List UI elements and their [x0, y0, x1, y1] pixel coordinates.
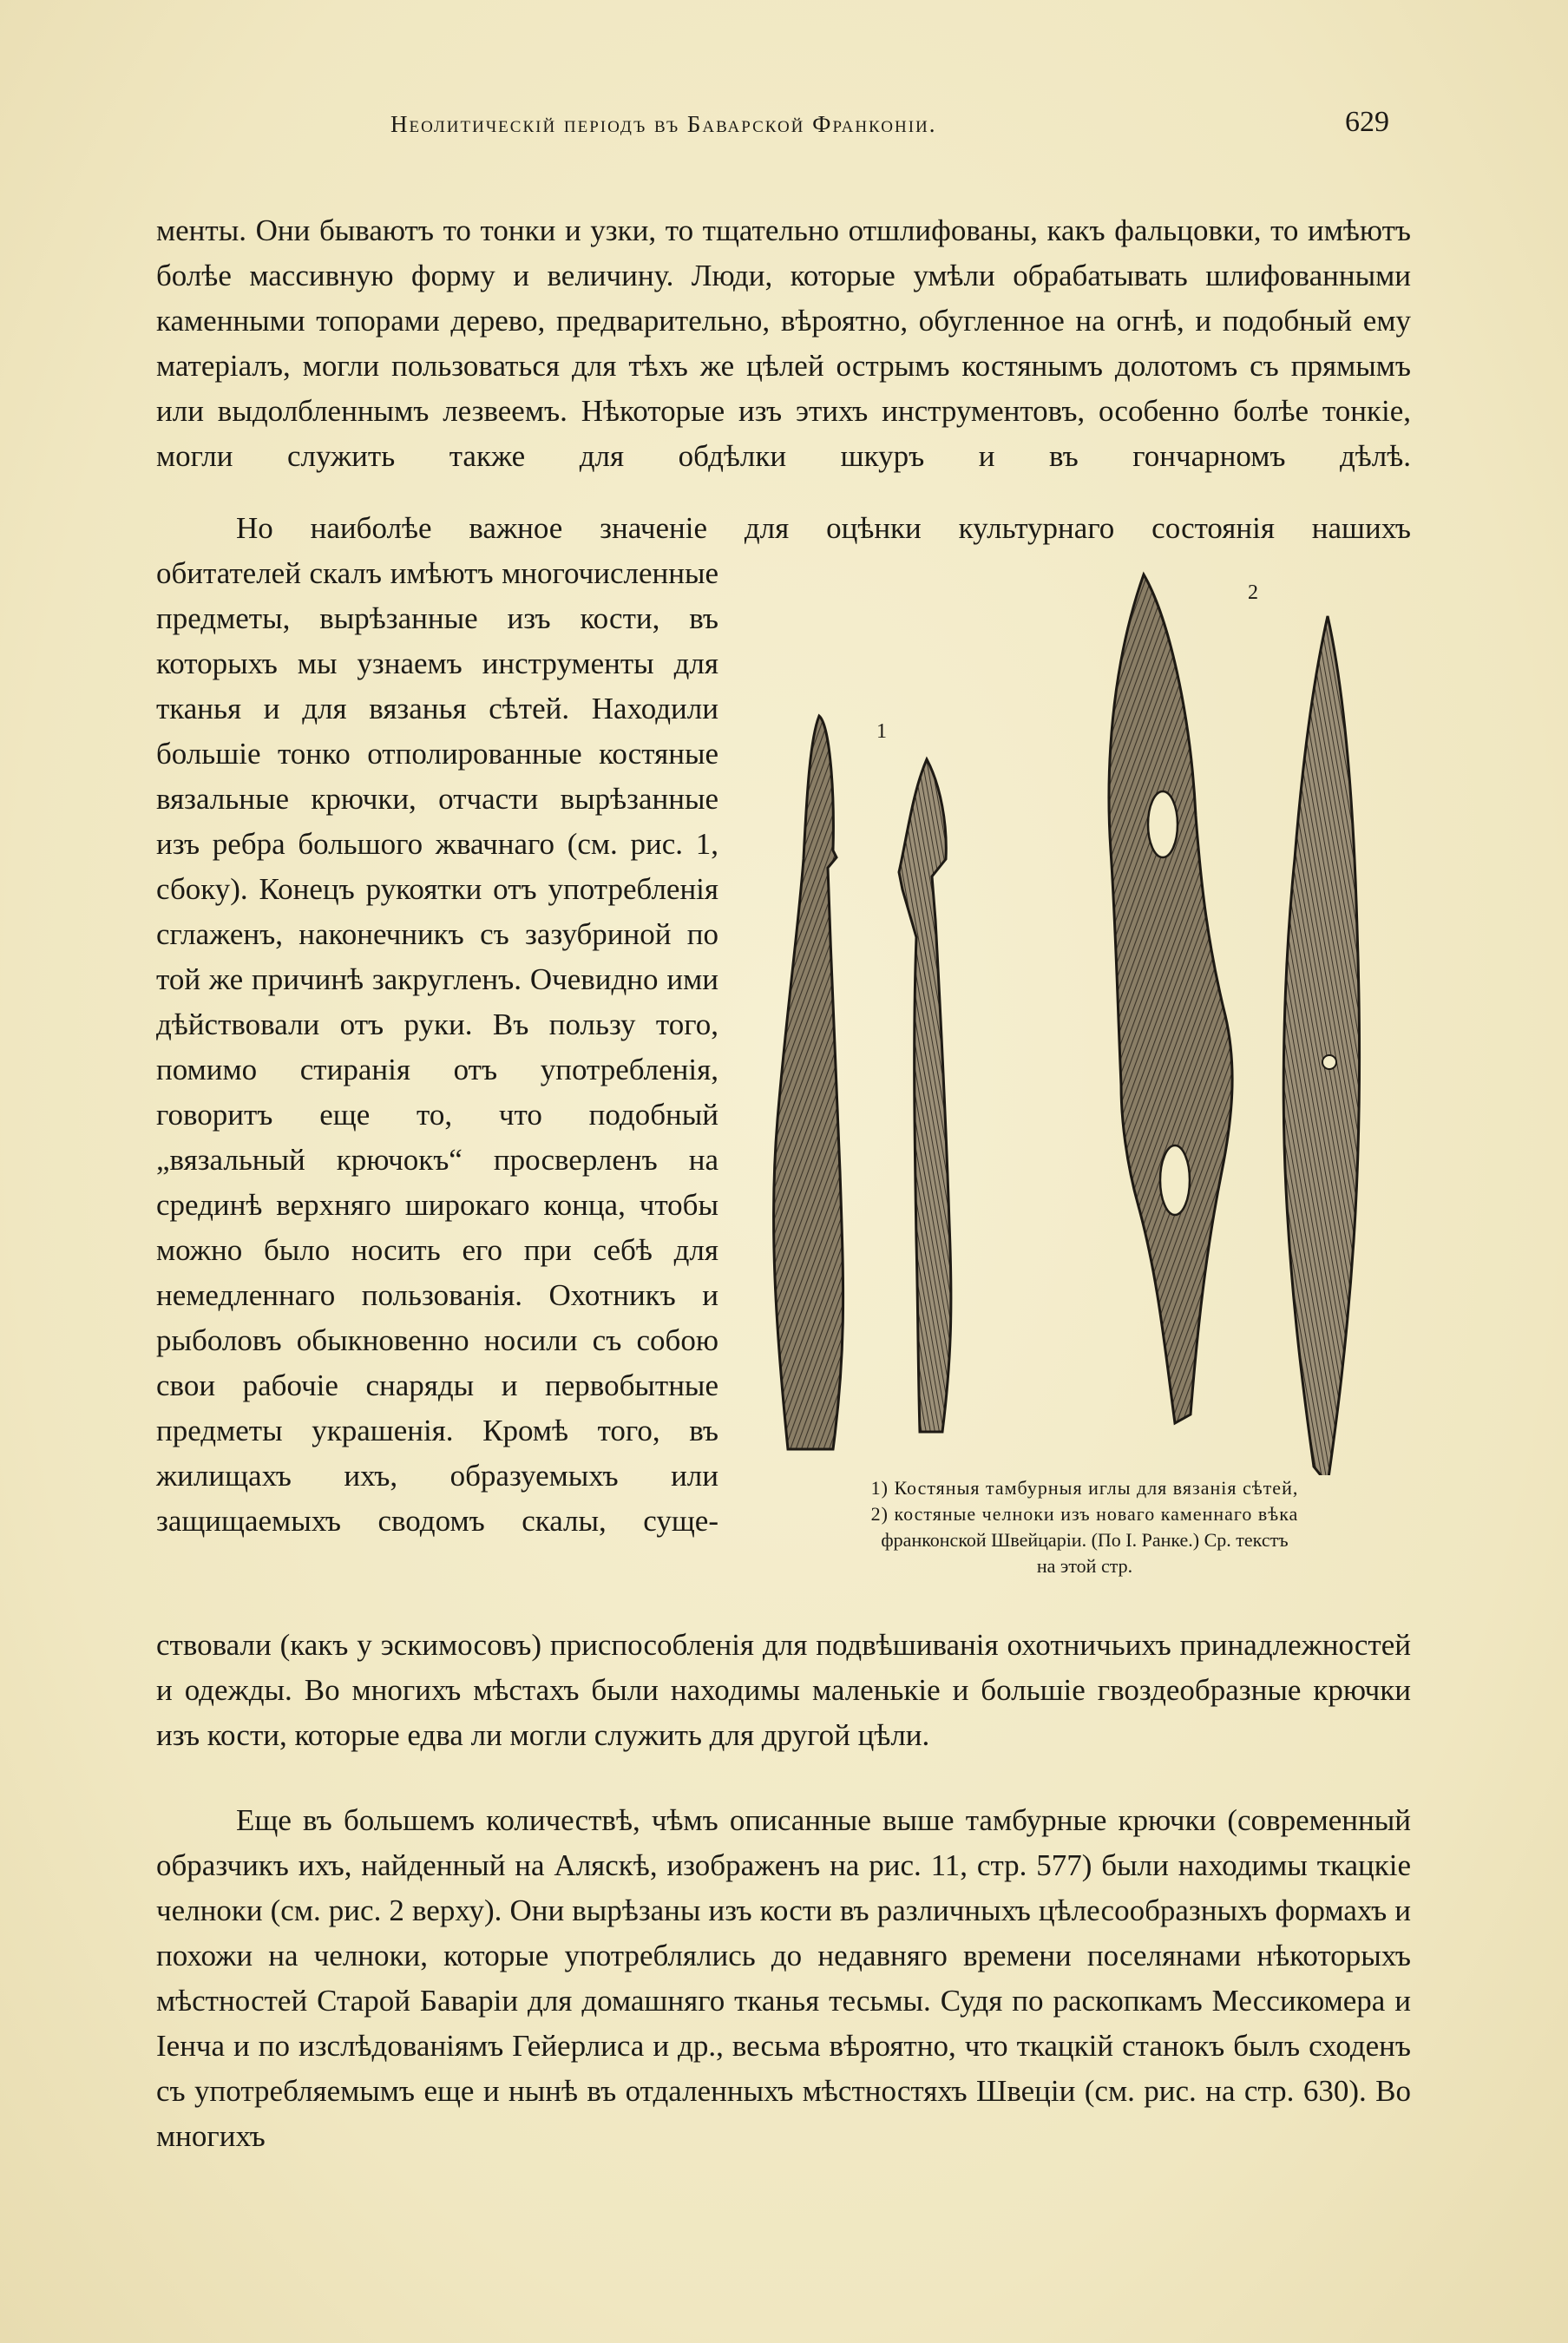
caption-line-3: франконской Швейцаріи. (По І. Ранке.) Ср. текстъ: [881, 1529, 1289, 1551]
caption-line-1: 1) Костяныя тамбурныя иглы для вязанія сѣтей,: [870, 1477, 1299, 1499]
running-head: Неолитическій періодъ въ Баварской Франконіи.: [390, 111, 937, 137]
paragraph-2-left-column: обитателей скалъ имѣютъ многочисленные предметы, вырѣзанные изъ кости, въ которыхъ мы узнаемъ инструменты для тканья и для вязанья сѣтей. Находили большіе тонко отполированные костяные вязальные крючки, отчасти вырѣзанные изъ ребра большого жвачнаго (см. рис. 1, сбоку). Конецъ рукоятки отъ употребленія сглаженъ, наконечникъ съ зазубриной по той же причинѣ закругленъ. Очевидно ими дѣйствовали отъ руки. Въ пользу того, помимо стиранія отъ употребленія, говоритъ еще то, что подобный „вязальный крючокъ“ просверленъ на срединѣ верхняго широкаго конца, чтобы можно было носить его при себѣ для немедленнаго пользованія. Охотникъ и рыболовъ обыкновенно носили съ собою свои рабочіе снаряды и первобытные предметы украшенія. Кромѣ того, въ жилищахъ ихъ, образуемыхъ или защищаемыхъ сводомъ скалы, суще-: [156, 556, 718, 1538]
figure-label-1: 1: [876, 720, 887, 743]
netting-needle-hooked: [899, 759, 951, 1432]
paragraph-2-first-line: Но наиболѣе важное значеніе для оцѣнки культурнаго состоянія нашихъ: [236, 511, 1411, 545]
paragraph-1: менты. Они бываютъ то тонки и узки, то тщательно отшлифованы, какъ фальцовки, то имѣютъ болѣе массивную форму и величину. Люди, которые умѣли обрабатывать шлифованными каменными топорами дерево, предварительно, вѣроятно, обугленное на огнѣ, и подобный ему матеріалъ, могли пользоваться для тѣхъ же цѣлей острымъ костянымъ долотомъ съ прямымъ или выдолбленнымъ лезвеемъ. Нѣкоторые изъ этихъ инструментовъ, особенно болѣе тонкіе, могли служить также для обдѣлки шкуръ и въ гончарномъ дѣлѣ.: [156, 213, 1411, 473]
figure-label-2: 2: [1248, 581, 1258, 604]
bone-tools-figure: [746, 564, 1423, 1475]
netting-needle-left: [774, 716, 843, 1449]
caption-line-4: на этой стр.: [1036, 1555, 1133, 1577]
bone-tools-illustration: [746, 564, 1423, 1475]
page-number: 629: [1345, 106, 1389, 138]
paragraph-2-tail: ствовали (какъ у эскимосовъ) приспособленія для подвѣшиванія охотничьихъ принадлежностей и одежды. Во многихъ мѣстахъ были находимы маленькіе и большіе гвоздеобразные крючки изъ кости, которые едва ли могли служить для другой цѣли.: [156, 1628, 1411, 1752]
shuttle-hole-small: [1322, 1055, 1336, 1069]
weaving-shuttle-large: [1109, 574, 1232, 1423]
weaving-shuttle-slender: [1283, 616, 1359, 1475]
shuttle-hole-lower: [1160, 1145, 1190, 1215]
caption-line-2: 2) костяные челноки изъ новаго каменнаго вѣка: [870, 1503, 1299, 1525]
paragraph-3: Еще въ большемъ количествѣ, чѣмъ описанные выше тамбурные крючки (современный образчикъ ихъ, найденный на Аляскѣ, изображенъ на рис. 11, стр. 577) были находимы ткацкіе челноки (см. рис. 2 верху). Они вырѣзаны изъ кости въ различныхъ цѣлесообразныхъ формахъ и похожи на челноки, которые употреблялись до недавняго времени поселянами нѣкоторыхъ мѣстностей Старой Баваріи для домашняго тканья тесьмы. Судя по раскопкамъ Мессикомера и Іенча и по изслѣдованіямъ Гейерлиса и др., весьма вѣроятно, что ткацкій станокъ былъ сходенъ съ употребляемымъ еще и нынѣ въ отдаленныхъ мѣстностяхъ Швеціи (см. рис. на стр. 630). Во многихъ: [156, 1803, 1411, 2153]
figure-caption: [755, 1475, 1414, 1579]
shuttle-hole-upper: [1148, 791, 1178, 857]
